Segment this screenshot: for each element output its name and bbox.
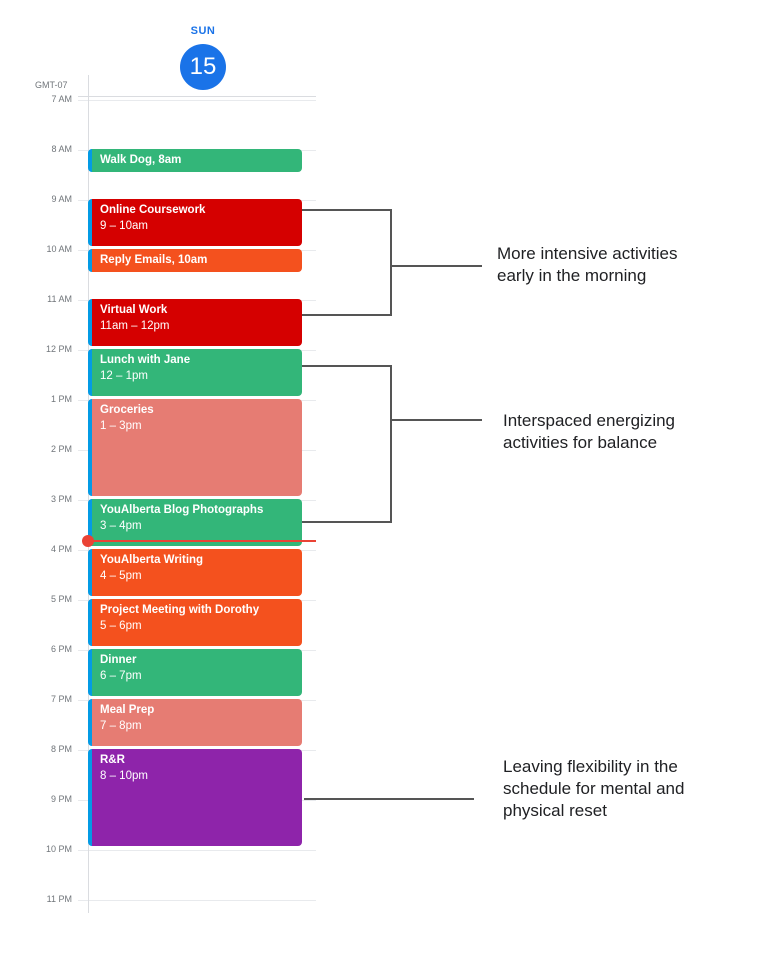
hour-label: 6 PM — [50, 644, 72, 654]
event-title: Lunch with Jane — [100, 354, 191, 366]
bracket-energizing — [302, 366, 482, 522]
annotation-intensive — [497, 243, 677, 287]
event-title: Virtual Work — [100, 304, 168, 316]
event-title: Groceries — [100, 404, 154, 416]
event-time: 5 – 6pm — [100, 620, 142, 632]
event-title: Reply Emails, 10am — [100, 254, 208, 266]
event-title: Walk Dog, 8am — [100, 154, 182, 166]
hour-label: 3 PM — [50, 494, 72, 504]
hour-label: 11 PM — [46, 894, 72, 904]
annotation-line: Interspaced energizing — [503, 411, 676, 430]
annotation-energizing — [503, 410, 675, 454]
event-time: 11am – 12pm — [100, 320, 170, 332]
timezone-label: GMT-07 — [35, 80, 68, 90]
annotation-flexibility — [503, 756, 684, 822]
event-time: 12 – 1pm — [100, 370, 148, 382]
event-title: R&R — [100, 754, 125, 766]
hour-label: 11 AM — [47, 294, 72, 304]
hour-label: 8 PM — [50, 744, 72, 754]
event-time: 3 – 4pm — [100, 520, 142, 532]
hour-label: 10 PM — [45, 844, 72, 854]
hour-label: 12 PM — [45, 344, 72, 354]
event-title: Online Coursework — [100, 204, 206, 216]
hour-label: 8 AM — [51, 144, 72, 154]
annotation-line: More intensive activities — [497, 244, 678, 263]
event-title: Meal Prep — [100, 704, 155, 716]
day-number-button[interactable]: 15 — [180, 44, 226, 90]
event-time: 7 – 8pm — [100, 720, 142, 732]
event-time: 9 – 10am — [100, 220, 148, 232]
event-time: 1 – 3pm — [100, 420, 142, 432]
hour-label: 2 PM — [50, 444, 72, 454]
event-title: Project Meeting with Dorothy — [100, 604, 260, 616]
event-title: YouAlberta Writing — [100, 554, 204, 566]
hour-label: 9 AM — [51, 194, 72, 204]
annotation-line: early in the morning — [497, 266, 647, 285]
hour-label: 7 AM — [51, 94, 72, 104]
event-time: 4 – 5pm — [100, 570, 142, 582]
annotation-line: activities for balance — [503, 433, 658, 452]
hour-label: 10 AM — [46, 244, 72, 254]
annotation-line: Leaving flexibility in the — [503, 757, 678, 776]
hour-label: 1 PM — [50, 394, 72, 404]
hour-label: 9 PM — [50, 794, 72, 804]
event-title: YouAlberta Blog Photographs — [100, 504, 264, 516]
hour-label: 7 PM — [50, 694, 72, 704]
event-time: 6 – 7pm — [100, 670, 142, 682]
day-of-week: SUN — [190, 25, 216, 37]
event-title: Dinner — [100, 654, 137, 666]
hour-label: 4 PM — [50, 544, 72, 554]
hour-label: 5 PM — [50, 594, 72, 604]
event-time: 8 – 10pm — [100, 770, 148, 782]
annotation-line: physical reset — [503, 801, 607, 820]
bracket-intensive — [302, 210, 482, 315]
annotation-line: schedule for mental and — [503, 779, 685, 798]
